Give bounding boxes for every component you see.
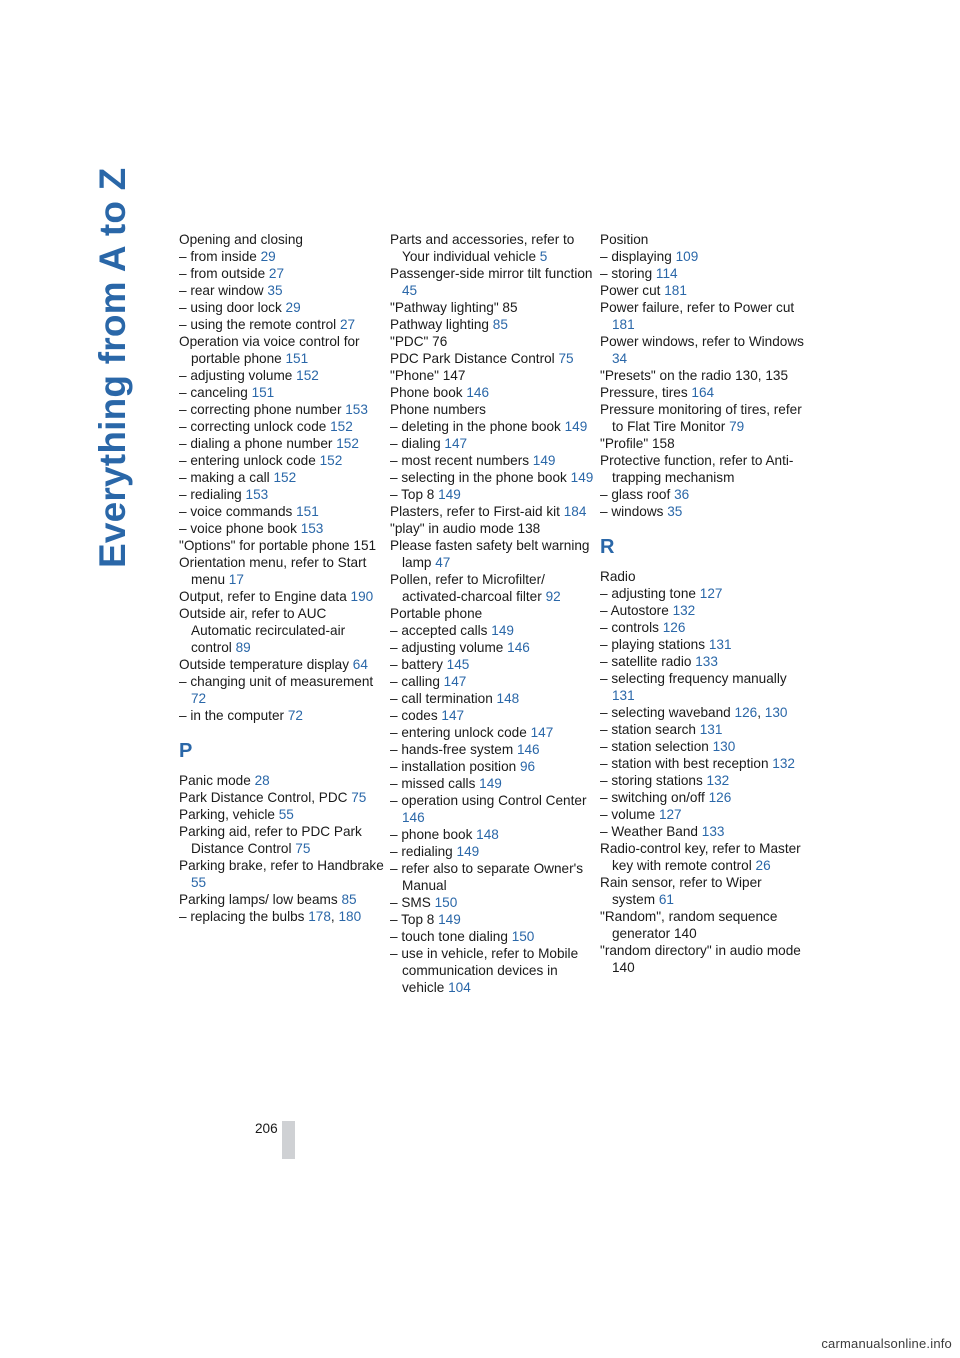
page-link[interactable]: 127 [699, 586, 723, 601]
page-link[interactable]: 178 [308, 909, 331, 924]
index-entry-text: – voice commands [179, 504, 297, 519]
page-link[interactable]: 147 [443, 674, 467, 689]
index-entry-text: Parking, vehicle [179, 807, 279, 822]
index-entry-text: – selecting waveband [600, 705, 735, 720]
page-link[interactable]: 181 [612, 317, 635, 332]
index-entry-text: – operation using Control Center [390, 793, 587, 808]
page-link[interactable]: 132 [706, 773, 730, 788]
page-link[interactable]: 47 [435, 555, 451, 570]
page-link[interactable]: 34 [612, 351, 628, 366]
index-entry-text: "random directory" in audio mode 140 [600, 943, 801, 975]
page-link[interactable]: 131 [699, 722, 723, 737]
index-entry-text: – dialing [390, 436, 445, 451]
page-separator: , [330, 909, 339, 924]
index-entry-text: "Profile" 158 [600, 436, 675, 451]
index-entry-text: Pathway lighting [390, 317, 493, 332]
index-entry [600, 823, 808, 840]
index-entry-text: – Top 8 [390, 912, 439, 927]
side-title-text: Everything from A to Z [92, 167, 133, 568]
index-entry-text: Opening and closing [179, 232, 303, 247]
page-link[interactable]: 149 [438, 912, 461, 927]
index-entry-text: – selecting frequency manually [600, 671, 787, 686]
page-link[interactable]: 35 [667, 504, 683, 519]
index-entry-text: – playing stations [600, 637, 709, 652]
index-entry [600, 585, 808, 602]
index-entry [179, 401, 387, 418]
page-link[interactable]: 152 [296, 368, 319, 383]
page-link[interactable]: 26 [755, 858, 771, 873]
page-link[interactable]: 61 [658, 892, 674, 907]
page-link[interactable]: 148 [476, 827, 499, 842]
page-link[interactable]: 151 [285, 351, 309, 366]
index-entry [390, 350, 598, 367]
index-entry-text: "Phone" 147 [390, 368, 466, 383]
page-link[interactable]: 149 [532, 453, 556, 468]
page-link[interactable]: 35 [267, 283, 283, 298]
page-link[interactable]: 149 [570, 470, 594, 485]
index-entry-text: – entering unlock code [390, 725, 531, 740]
index-entry [390, 452, 598, 469]
index-entry [179, 418, 387, 435]
page-link[interactable]: 149 [564, 419, 588, 434]
index-entry [600, 435, 808, 452]
index-entry-text: "PDC" 76 [390, 334, 448, 349]
index-entry [600, 755, 808, 772]
index-entry-text: Operation via voice control for portable phone [179, 334, 360, 366]
index-entry [390, 826, 598, 843]
index-entry-text: Please fasten safety belt warning lamp [390, 538, 590, 570]
index-entry [390, 469, 598, 486]
index-entry [179, 537, 387, 554]
index-entry-text: – most recent numbers [390, 453, 533, 468]
page-link[interactable]: 55 [278, 807, 294, 822]
index-entry [179, 265, 387, 282]
index-entry-text: Phone book [390, 385, 467, 400]
index-entry [600, 704, 808, 721]
index-entry-text: – displaying [600, 249, 676, 264]
index-entry-text: – correcting phone number [179, 402, 346, 417]
page-link[interactable]: 55 [191, 875, 207, 890]
index-entry-text: – volume [600, 807, 659, 822]
index-entry-text: – canceling [179, 385, 252, 400]
index-entry [600, 503, 808, 520]
page-link[interactable]: 150 [511, 929, 535, 944]
page-link[interactable]: 149 [438, 487, 461, 502]
index-entry [179, 435, 387, 452]
index-entry-text: – redialing [179, 487, 246, 502]
page-link[interactable]: 27 [339, 317, 356, 332]
index-entry-text: – from inside [179, 249, 261, 264]
index-entry-text: – storing [600, 266, 656, 281]
index-entry [179, 248, 387, 265]
index-entry-text: – refer also to separate Owner's Manual [390, 861, 584, 893]
index-entry [179, 554, 387, 588]
page-link[interactable]: 132 [672, 603, 696, 618]
index-entry [600, 653, 808, 670]
index-entry-text: – adjusting volume [179, 368, 297, 383]
page-link[interactable]: 126 [662, 620, 686, 635]
page-separator: , [757, 705, 765, 720]
index-entry [600, 670, 808, 704]
page-link[interactable]: 130 [712, 739, 736, 754]
index-entry [179, 673, 387, 707]
index-entry-text: "play" in audio mode 138 [390, 521, 541, 536]
index-entry-text: – codes [390, 708, 442, 723]
index-entry-text: Phone numbers [390, 402, 486, 417]
index-entry [179, 452, 387, 469]
index-entry [390, 401, 598, 418]
page-link[interactable]: 131 [612, 688, 635, 703]
page-link[interactable]: 152 [273, 470, 297, 485]
index-entry [179, 486, 387, 503]
index-entry-text: "Pathway lighting" 85 [390, 300, 518, 315]
page-link[interactable]: 29 [260, 249, 276, 264]
index-entry-text: Pressure monitoring of tires, refer to Flat Tire Monitor [600, 402, 802, 434]
page-link[interactable]: 28 [254, 773, 270, 788]
index-entry [390, 843, 598, 860]
index-entry [390, 231, 598, 265]
index-entry-text: – station selection [600, 739, 713, 754]
index-entry-text: Passenger-side mirror tilt function [390, 266, 593, 281]
page-link[interactable]: 147 [441, 708, 465, 723]
page-link[interactable]: 147 [530, 725, 554, 740]
page-link[interactable]: 153 [245, 487, 269, 502]
page-link[interactable]: 96 [519, 759, 536, 774]
page-link[interactable]: 153 [300, 521, 324, 536]
page-link[interactable]: 92 [545, 589, 561, 604]
index-entry-text: – using door lock [179, 300, 286, 315]
index-entry [390, 758, 598, 775]
page-marker-bar [282, 1121, 295, 1159]
index-entry-text: – windows [600, 504, 668, 519]
index-entry [600, 452, 808, 486]
page-link[interactable]: 152 [319, 453, 343, 468]
index-entry-text: – SMS [390, 895, 435, 910]
index-entry [179, 656, 387, 673]
index-entry-text: – rear window [179, 283, 268, 298]
index-entry [390, 690, 598, 707]
index-entry-text: – in the computer [179, 708, 288, 723]
index-entry-text: – making a call [179, 470, 274, 485]
page-link[interactable]: 152 [336, 436, 359, 451]
index-entry [600, 840, 808, 874]
index-entry [600, 333, 808, 367]
index-entry-text: Orientation menu, refer to Start menu [179, 555, 367, 587]
index-entry [600, 299, 808, 333]
index-entry-text: – calling [390, 674, 444, 689]
index-entry-text: – station with best reception [600, 756, 773, 771]
index-entry [179, 316, 387, 333]
page-link[interactable]: 72 [287, 708, 303, 723]
index-entry [390, 945, 598, 996]
index-entry [179, 299, 387, 316]
index-entry-text: Pressure, tires [600, 385, 692, 400]
index-entry [390, 571, 598, 605]
page-link[interactable]: 153 [345, 402, 368, 417]
index-entry [390, 894, 598, 911]
section-letter: P [179, 740, 193, 762]
index-entry [179, 789, 387, 806]
page-link[interactable]: 133 [701, 824, 725, 839]
index-entry [390, 605, 598, 622]
index-entry [390, 486, 598, 503]
index-entry-text: – replacing the bulbs [179, 909, 309, 924]
page-link[interactable]: 85 [492, 317, 508, 332]
page-link[interactable]: 45 [402, 283, 418, 298]
index-entry [390, 707, 598, 724]
index-entry-text: – glass roof [600, 487, 675, 502]
index-entry-text: Portable phone [390, 606, 483, 621]
index-entry-text: Plasters, refer to First-aid kit [390, 504, 564, 519]
page-link[interactable]: 104 [448, 980, 471, 995]
page-link[interactable]: 149 [456, 844, 480, 859]
index-entry [390, 673, 598, 690]
page-link[interactable]: 190 [350, 589, 374, 604]
index-entry-text: – dialing a phone number [179, 436, 337, 451]
index-entry-text: – selecting in the phone book [390, 470, 571, 485]
index-entry-text: PDC Park Distance Control [390, 351, 559, 366]
index-entry-text: – Weather Band [600, 824, 702, 839]
index-entry-text: – redialing [390, 844, 457, 859]
page-link[interactable]: 151 [251, 385, 275, 400]
index-entry-text: Parking lamps/ low beams [179, 892, 342, 907]
index-entry [390, 435, 598, 452]
index-entry-text: Radio-control key, refer to Master key with remote control [600, 841, 801, 873]
index-entry-text: Output, refer to Engine data [179, 589, 351, 604]
page-link[interactable]: 130 [764, 705, 788, 720]
index-entry [179, 806, 387, 823]
page-link[interactable]: 151 [296, 504, 319, 519]
index-entry [179, 231, 387, 248]
index-entry-text: "Presets" on the radio 130, 135 [600, 368, 789, 383]
index-entry-text: Park Distance Control, PDC [179, 790, 352, 805]
page-link[interactable]: 146 [507, 640, 530, 655]
page-link[interactable]: 150 [434, 895, 458, 910]
index-entry-text: – missed calls [390, 776, 480, 791]
index-entry [390, 520, 598, 537]
index-entry [179, 520, 387, 537]
index-entry-text: – voice phone book [179, 521, 301, 536]
index-entry-text: Outside air, refer to AUC Automatic recirculated-air control [179, 606, 346, 655]
index-entry [600, 265, 808, 282]
page-number: 206 [255, 1121, 278, 1136]
page-link[interactable]: 180 [338, 909, 362, 924]
index-entry-text: – installation position [390, 759, 520, 774]
page-link[interactable]: 149 [479, 776, 502, 791]
page-link[interactable]: 152 [330, 419, 353, 434]
page-link[interactable]: 17 [228, 572, 244, 587]
index-entry-text: – satellite radio [600, 654, 696, 669]
index-entry [600, 486, 808, 503]
page-link[interactable]: 132 [772, 756, 795, 771]
index-entry [390, 503, 598, 520]
index-entry-text: – changing unit of measurement [179, 674, 374, 689]
index-entry [179, 333, 387, 367]
index-entry-text: Parking brake, refer to Handbrake [179, 858, 384, 873]
index-entry-text: "Random", random sequence generator 140 [600, 909, 778, 941]
index-entry-text: – Top 8 [390, 487, 439, 502]
page-link[interactable]: 75 [558, 351, 574, 366]
page-link[interactable]: 131 [708, 637, 732, 652]
index-entry [179, 605, 387, 656]
index-entry [600, 636, 808, 653]
index-entry-text: – accepted calls [390, 623, 492, 638]
page-link[interactable]: 72 [191, 691, 207, 706]
page-link[interactable]: 64 [352, 657, 368, 672]
page-link[interactable]: 133 [695, 654, 718, 669]
index-entry [179, 588, 387, 605]
index-entry [600, 384, 808, 401]
index-entry [179, 367, 387, 384]
index-entry [390, 384, 598, 401]
index-entry [600, 568, 808, 585]
page-link[interactable]: 147 [444, 436, 468, 451]
page-link[interactable]: 126 [708, 790, 732, 805]
index-entry-text: Position [600, 232, 649, 247]
index-entry [390, 367, 598, 384]
page-link[interactable]: 79 [729, 419, 745, 434]
index-entry [600, 282, 808, 299]
index-entry-text: – switching on/off [600, 790, 709, 805]
index-entry [600, 874, 808, 908]
index-entry [600, 738, 808, 755]
index-entry [179, 503, 387, 520]
index-entry [179, 469, 387, 486]
index-entry [390, 265, 598, 299]
index-entry [600, 231, 808, 248]
index-entry [390, 639, 598, 656]
index-entry-text: Power windows, refer to Windows [600, 334, 804, 349]
index-entry-text: – battery [390, 657, 447, 672]
index-entry [390, 537, 598, 571]
index-entry [390, 775, 598, 792]
page-link[interactable]: 114 [655, 266, 678, 281]
index-entry [390, 316, 598, 333]
index-entry-text: Radio [600, 569, 636, 584]
index-entry [390, 911, 598, 928]
index-entry-text: Outside temperature display [179, 657, 353, 672]
index-entry [390, 622, 598, 639]
index-entry-text: – use in vehicle, refer to Mobile communication devices in vehicle [390, 946, 579, 995]
index-entry-text: – adjusting tone [600, 586, 700, 601]
index-entry-text: – using the remote control [179, 317, 340, 332]
index-entry [390, 792, 598, 826]
index-entry-text: – touch tone dialing [390, 929, 512, 944]
index-entry-text: – from outside [179, 266, 269, 281]
page-link[interactable]: 184 [563, 504, 587, 519]
index-entry-text: – adjusting volume [390, 640, 508, 655]
page-link[interactable]: 85 [341, 892, 357, 907]
index-entry [179, 384, 387, 401]
page-link[interactable]: 146 [516, 742, 540, 757]
index-column-2 [390, 231, 598, 996]
page-link[interactable]: 75 [351, 790, 367, 805]
page-link[interactable]: 146 [402, 810, 425, 825]
index-entry-text: – storing stations [600, 773, 707, 788]
index-entry-text: Power cut [600, 283, 665, 298]
page-link[interactable]: 126 [734, 705, 758, 720]
index-entry [179, 908, 387, 925]
index-entry [600, 806, 808, 823]
index-entry [179, 707, 387, 724]
index-entry-text: Parts and accessories, refer to Your individual vehicle [390, 232, 575, 264]
page-link[interactable]: 27 [268, 266, 285, 281]
page-link[interactable]: 36 [674, 487, 690, 502]
index-entry [600, 772, 808, 789]
index-entry [600, 248, 808, 265]
page-link[interactable]: 109 [675, 249, 699, 264]
index-entry-text: – Autostore [600, 603, 673, 618]
index-entry [600, 908, 808, 942]
index-entry [390, 724, 598, 741]
index-entry [179, 891, 387, 908]
index-entry-text: Pollen, refer to Microfilter/ activated-charcoal filter [390, 572, 546, 604]
index-entry [600, 789, 808, 806]
index-entry-text: – hands-free system [390, 742, 517, 757]
index-entry [600, 721, 808, 738]
index-entry-text: Panic mode [179, 773, 255, 788]
index-entry [600, 401, 808, 435]
index-entry [600, 367, 808, 384]
index-column-1 [179, 231, 387, 925]
index-entry [179, 857, 387, 891]
index-entry-text: Power failure, refer to Power cut [600, 300, 795, 315]
section-letter: R [600, 536, 615, 558]
page-link[interactable]: 5 [539, 249, 548, 264]
index-entry [390, 928, 598, 945]
index-entry [179, 772, 387, 789]
index-entry [390, 418, 598, 435]
index-entry-text: – call termination [390, 691, 497, 706]
page-link[interactable]: 164 [691, 385, 715, 400]
page-link[interactable]: 75 [295, 841, 311, 856]
index-entry-text: Protective function, refer to Anti-trapping mechanism [600, 453, 794, 485]
page-link[interactable]: 127 [658, 807, 682, 822]
index-entry [390, 741, 598, 758]
page-link[interactable]: 29 [285, 300, 301, 315]
index-entry-text: Parking aid, refer to PDC Park Distance Control [179, 824, 362, 856]
index-entry-text: – entering unlock code [179, 453, 320, 468]
index-entry-text: – controls [600, 620, 663, 635]
index-entry-text: – station search [600, 722, 700, 737]
index-entry [179, 823, 387, 857]
index-entry [600, 602, 808, 619]
page-link[interactable]: 89 [235, 640, 251, 655]
index-entry [390, 860, 598, 894]
index-entry-text: – deleting in the phone book [390, 419, 565, 434]
index-entry [179, 282, 387, 299]
index-entry [390, 656, 598, 673]
index-entry [390, 299, 598, 316]
index-entry-text: – phone book [390, 827, 477, 842]
watermark: carmanualsonline.info [821, 1336, 952, 1351]
page-link[interactable]: 181 [664, 283, 687, 298]
page-link[interactable]: 145 [446, 657, 470, 672]
page-link[interactable]: 149 [491, 623, 514, 638]
index-entry [600, 942, 808, 976]
page-link[interactable]: 148 [496, 691, 520, 706]
index-entry-text: Rain sensor, refer to Wiper system [600, 875, 762, 907]
index-column-3 [600, 231, 808, 976]
index-entry-text: "Options" for portable phone 151 [179, 538, 377, 553]
index-entry [600, 619, 808, 636]
index-entry [390, 333, 598, 350]
index-entry-text: – correcting unlock code [179, 419, 331, 434]
page-link[interactable]: 146 [466, 385, 490, 400]
